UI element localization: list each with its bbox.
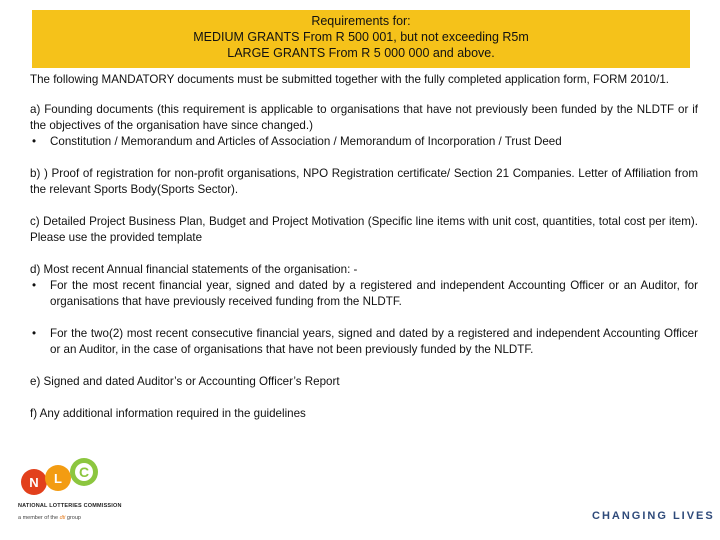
section-d-text: d) Most recent Annual financial statements of the organisation: - <box>30 263 358 276</box>
logo-letter-c: C <box>78 464 90 480</box>
requirements-banner <box>32 10 690 68</box>
section-f-text: f) Any additional information required in the guidelines <box>30 407 306 420</box>
section-d-bullet-1-text: For the most recent financial year, signed and dated by a registered and independent Accounting Officer or an Auditor, for organisations that have previously received funding from the NLDTF. <box>50 279 698 308</box>
section-e-text: e) Signed and dated Auditor’s or Accounting Officer’s Report <box>30 375 340 388</box>
section-a-bullet <box>30 134 698 150</box>
section-d-bullet-1 <box>30 278 698 310</box>
section-b-text: b) ) Proof of registration for non-profit organisations, NPO Registration certificate/ Section 21 Companies. Letter of Affiliation from the relevant Sports Body(Sports Sector). <box>30 167 698 196</box>
logo-name: NATIONAL LOTTERIES COMMISSION <box>18 503 122 509</box>
section-a-bullet-text: Constitution / Memorandum and Articles of Association / Memorandum of Incorporation / Trust Deed <box>50 135 562 148</box>
logo-letter-l: L <box>54 471 62 486</box>
banner-medium-grants: MEDIUM GRANTS From R 500 001, but not exceeding R5m <box>193 30 529 44</box>
footer-slogan: CHANGING LIVES <box>592 510 715 522</box>
banner-title: Requirements for: <box>311 14 411 28</box>
bullet-marker: • <box>32 279 37 292</box>
section-d-bullet-2-text: For the two(2) most recent consecutive financial years, signed and dated by a registered and independent Accounting Officer or an Auditor, in the case of organisations that have not been previously funded by the NLDTF. <box>50 327 698 356</box>
logo-tagline: a member of the dti group <box>18 515 81 521</box>
banner-large-grants: LARGE GRANTS From R 5 000 000 and above. <box>227 46 495 60</box>
bullet-marker: • <box>32 135 37 148</box>
section-d-bullet-2 <box>30 326 698 358</box>
logo-letter-n: N <box>29 475 39 490</box>
section-c-text: c) Detailed Project Business Plan, Budget and Project Motivation (Specific line items with unit cost, quantities, total cost per item). Please use the provided template <box>30 215 698 244</box>
bullet-marker: • <box>32 327 37 340</box>
section-a-text: a) Founding documents (this requirement is applicable to organisations that have not previously been funded by the NLDTF or if the objectives of the organisation have since changed.) <box>30 103 698 132</box>
requirements-body <box>30 72 698 422</box>
intro-paragraph: The following MANDATORY documents must be submitted together with the fully completed application form, FORM 2010/1. <box>30 73 670 86</box>
